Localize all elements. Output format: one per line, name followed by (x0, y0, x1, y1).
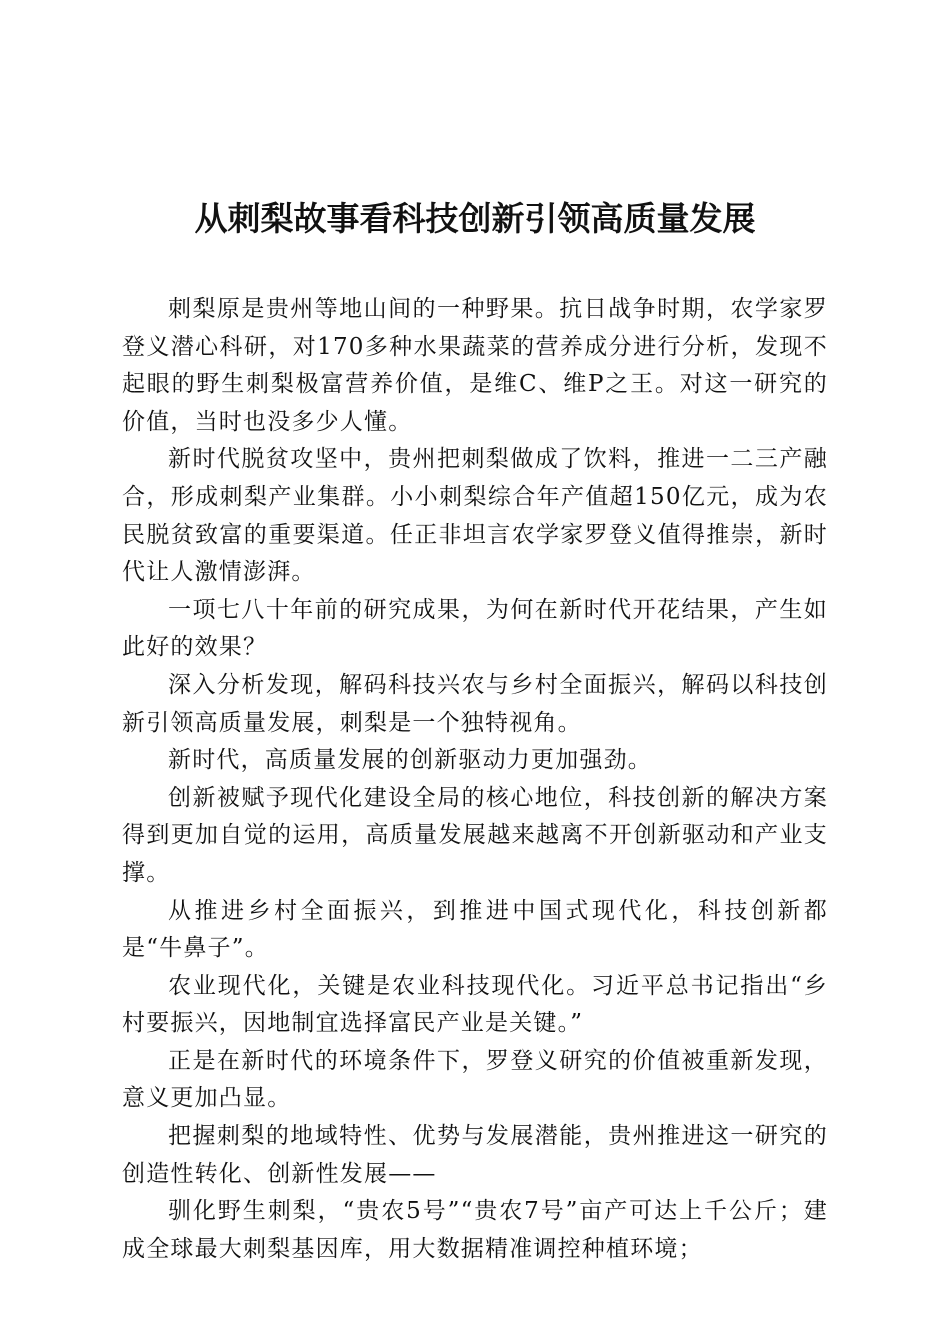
paragraph-7: 从推进乡村全面振兴，到推进中国式现代化，科技创新都是“牛鼻子”。 (122, 897, 828, 962)
paragraph-11: 驯化野生刺梨，“贵农5号”“贵农7号”亩产可达上千公斤；建成全球最大刺梨基因库，用大数据精准调控种植环境； (122, 1198, 828, 1262)
paragraph-1: 刺梨原是贵州等地山间的一种野果。抗日战争时期，农学家罗登义潜心科研，对170多种水果蔬菜的营养成分进行分析，发现不起眼的野生刺梨极富营养价值，是维C、维P之王。对这一研究的价值，当时也没多少人懂。 (122, 296, 828, 435)
paragraph-10: 把握刺梨的地域特性、优势与发展潜能，贵州推进这一研究的创造性转化、创新性发展—— (122, 1123, 828, 1187)
paragraph-8: 农业现代化，关键是农业科技现代化。习近平总书记指出“乡村要振兴，因地制宜选择富民产业是关键。” (122, 972, 828, 1037)
document-title: 从刺梨故事看科技创新引领高质量发展 (194, 199, 756, 238)
paragraph-4: 深入分析发现，解码科技兴农与乡村全面振兴，解码以科技创新引领高质量发展，刺梨是一个独特视角。 (122, 671, 828, 736)
paragraph-5: 新时代，高质量发展的创新驱动力更加强劲。 (168, 747, 652, 774)
paragraph-3: 一项七八十年前的研究成果，为何在新时代开花结果，产生如此好的效果？ (122, 596, 828, 661)
paragraph-6: 创新被赋予现代化建设全局的核心地位，科技创新的解决方案得到更加自觉的运用，高质量发展越来越离不开创新驱动和产业支撑。 (122, 784, 828, 886)
paragraph-9: 正是在新时代的环境条件下，罗登义研究的价值被重新发现，意义更加凸显。 (122, 1047, 828, 1112)
document-body (122, 291, 828, 1268)
paragraph-2: 新时代脱贫攻坚中，贵州把刺梨做成了饮料，推进一二三产融合，形成刺梨产业集群。小小刺梨综合年产值超150亿元，成为农民脱贫致富的重要渠道。任正非坦言农学家罗登义值得推崇，新时代让人激情澎湃。 (122, 446, 828, 586)
